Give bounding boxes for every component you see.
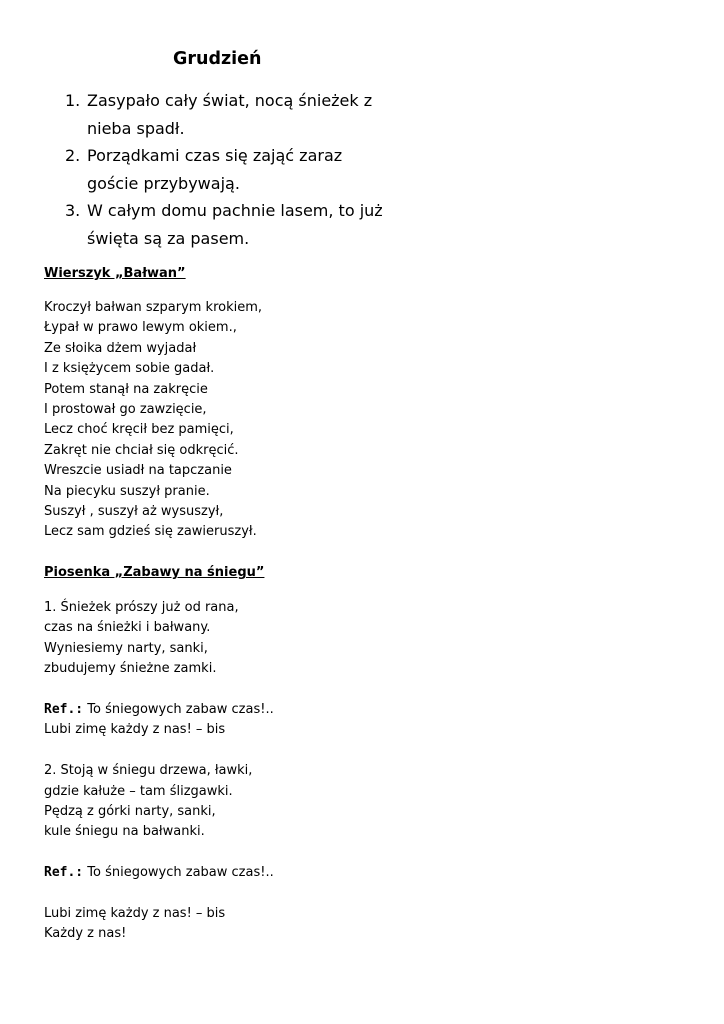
song-line: gdzie kałuże – tam ślizgawki. — [44, 783, 233, 799]
poem-line: Suszył , suszył aż wysuszył, — [44, 503, 224, 519]
song-line: czas na śnieżki i bałwany. — [44, 620, 211, 636]
refrain-line — [44, 700, 274, 720]
song-line: kule śniegu na bałwanki. — [44, 824, 205, 840]
song-line: Lubi zimę każdy z nas! – bis — [44, 722, 226, 738]
list-item-text: W całym domu pachnie lasem, to już — [87, 201, 383, 220]
song-line: 2. Stoją w śniegu drzewa, ławki, — [44, 763, 253, 779]
poem-line: Wreszcie usiadł na tapczanie — [44, 463, 232, 479]
song-line: 1. Śnieżek prószy już od rana, — [44, 600, 239, 615]
poem-line: Lecz sam gdzieś się zawieruszył. — [44, 524, 257, 540]
song-blank-line — [44, 843, 274, 863]
poem-heading: Wierszyk „Bałwan” — [44, 266, 186, 281]
poem-line: Łypał w prawo lewym okiem., — [44, 320, 237, 336]
refrain-label: Ref.: — [44, 701, 84, 717]
poem-body — [44, 298, 262, 543]
poem-line: Kroczył bałwan szparym krokiem, — [44, 300, 263, 315]
refrain-label: Ref.: — [44, 865, 84, 881]
song-blank-line — [44, 741, 274, 761]
song-body — [44, 598, 274, 945]
poem-line: Zakręt nie chciał się odkręcić. — [44, 442, 239, 458]
song-blank-line — [44, 680, 274, 700]
song-blank-line — [44, 883, 274, 903]
poem-line: Lecz choć kręcił bez pamięci, — [44, 422, 234, 438]
song-line: Wyniesiemy narty, sanki, — [44, 640, 208, 656]
list-item-number: 2. — [65, 146, 81, 165]
list-item-text: Zasypało cały świat, nocą śnieżek z — [87, 91, 373, 110]
refrain-text: To śniegowych zabaw czas!.. — [83, 701, 274, 717]
song-line: Pędzą z górki narty, sanki, — [44, 803, 216, 819]
numbered-list — [0, 87, 724, 252]
list-item-text: goście przybywają. — [87, 173, 240, 193]
list-item — [0, 87, 387, 142]
list-item — [0, 142, 387, 197]
poem-line: Potem stanął na zakręcie — [44, 381, 208, 397]
list-item-number: 3. — [65, 201, 81, 220]
list-item — [0, 197, 387, 252]
song-line: zbudujemy śnieżne zamki. — [44, 661, 217, 677]
list-item-text: nieba spadł. — [87, 118, 185, 138]
page-title: Grudzień — [173, 49, 262, 69]
list-item-text: Porządkami czas się zająć zaraz — [87, 146, 343, 165]
refrain-text: To śniegowych zabaw czas!.. — [83, 865, 274, 881]
list-item-number: 1. — [65, 91, 81, 110]
song-heading: Piosenka „Zabawy na śniegu” — [44, 565, 265, 580]
poem-line: Ze słoika dżem wyjadał — [44, 340, 197, 356]
song-line: Lubi zimę każdy z nas! – bis — [44, 905, 226, 921]
poem-line: I prostował go zawzięcie, — [44, 401, 207, 417]
poem-line: Na piecyku suszył pranie. — [44, 483, 210, 499]
song-line: Każdy z nas! — [44, 926, 127, 942]
refrain-line — [44, 863, 274, 883]
poem-line: I z księżycem sobie gadał. — [44, 361, 215, 377]
list-item-text: święta są za pasem. — [87, 228, 250, 248]
